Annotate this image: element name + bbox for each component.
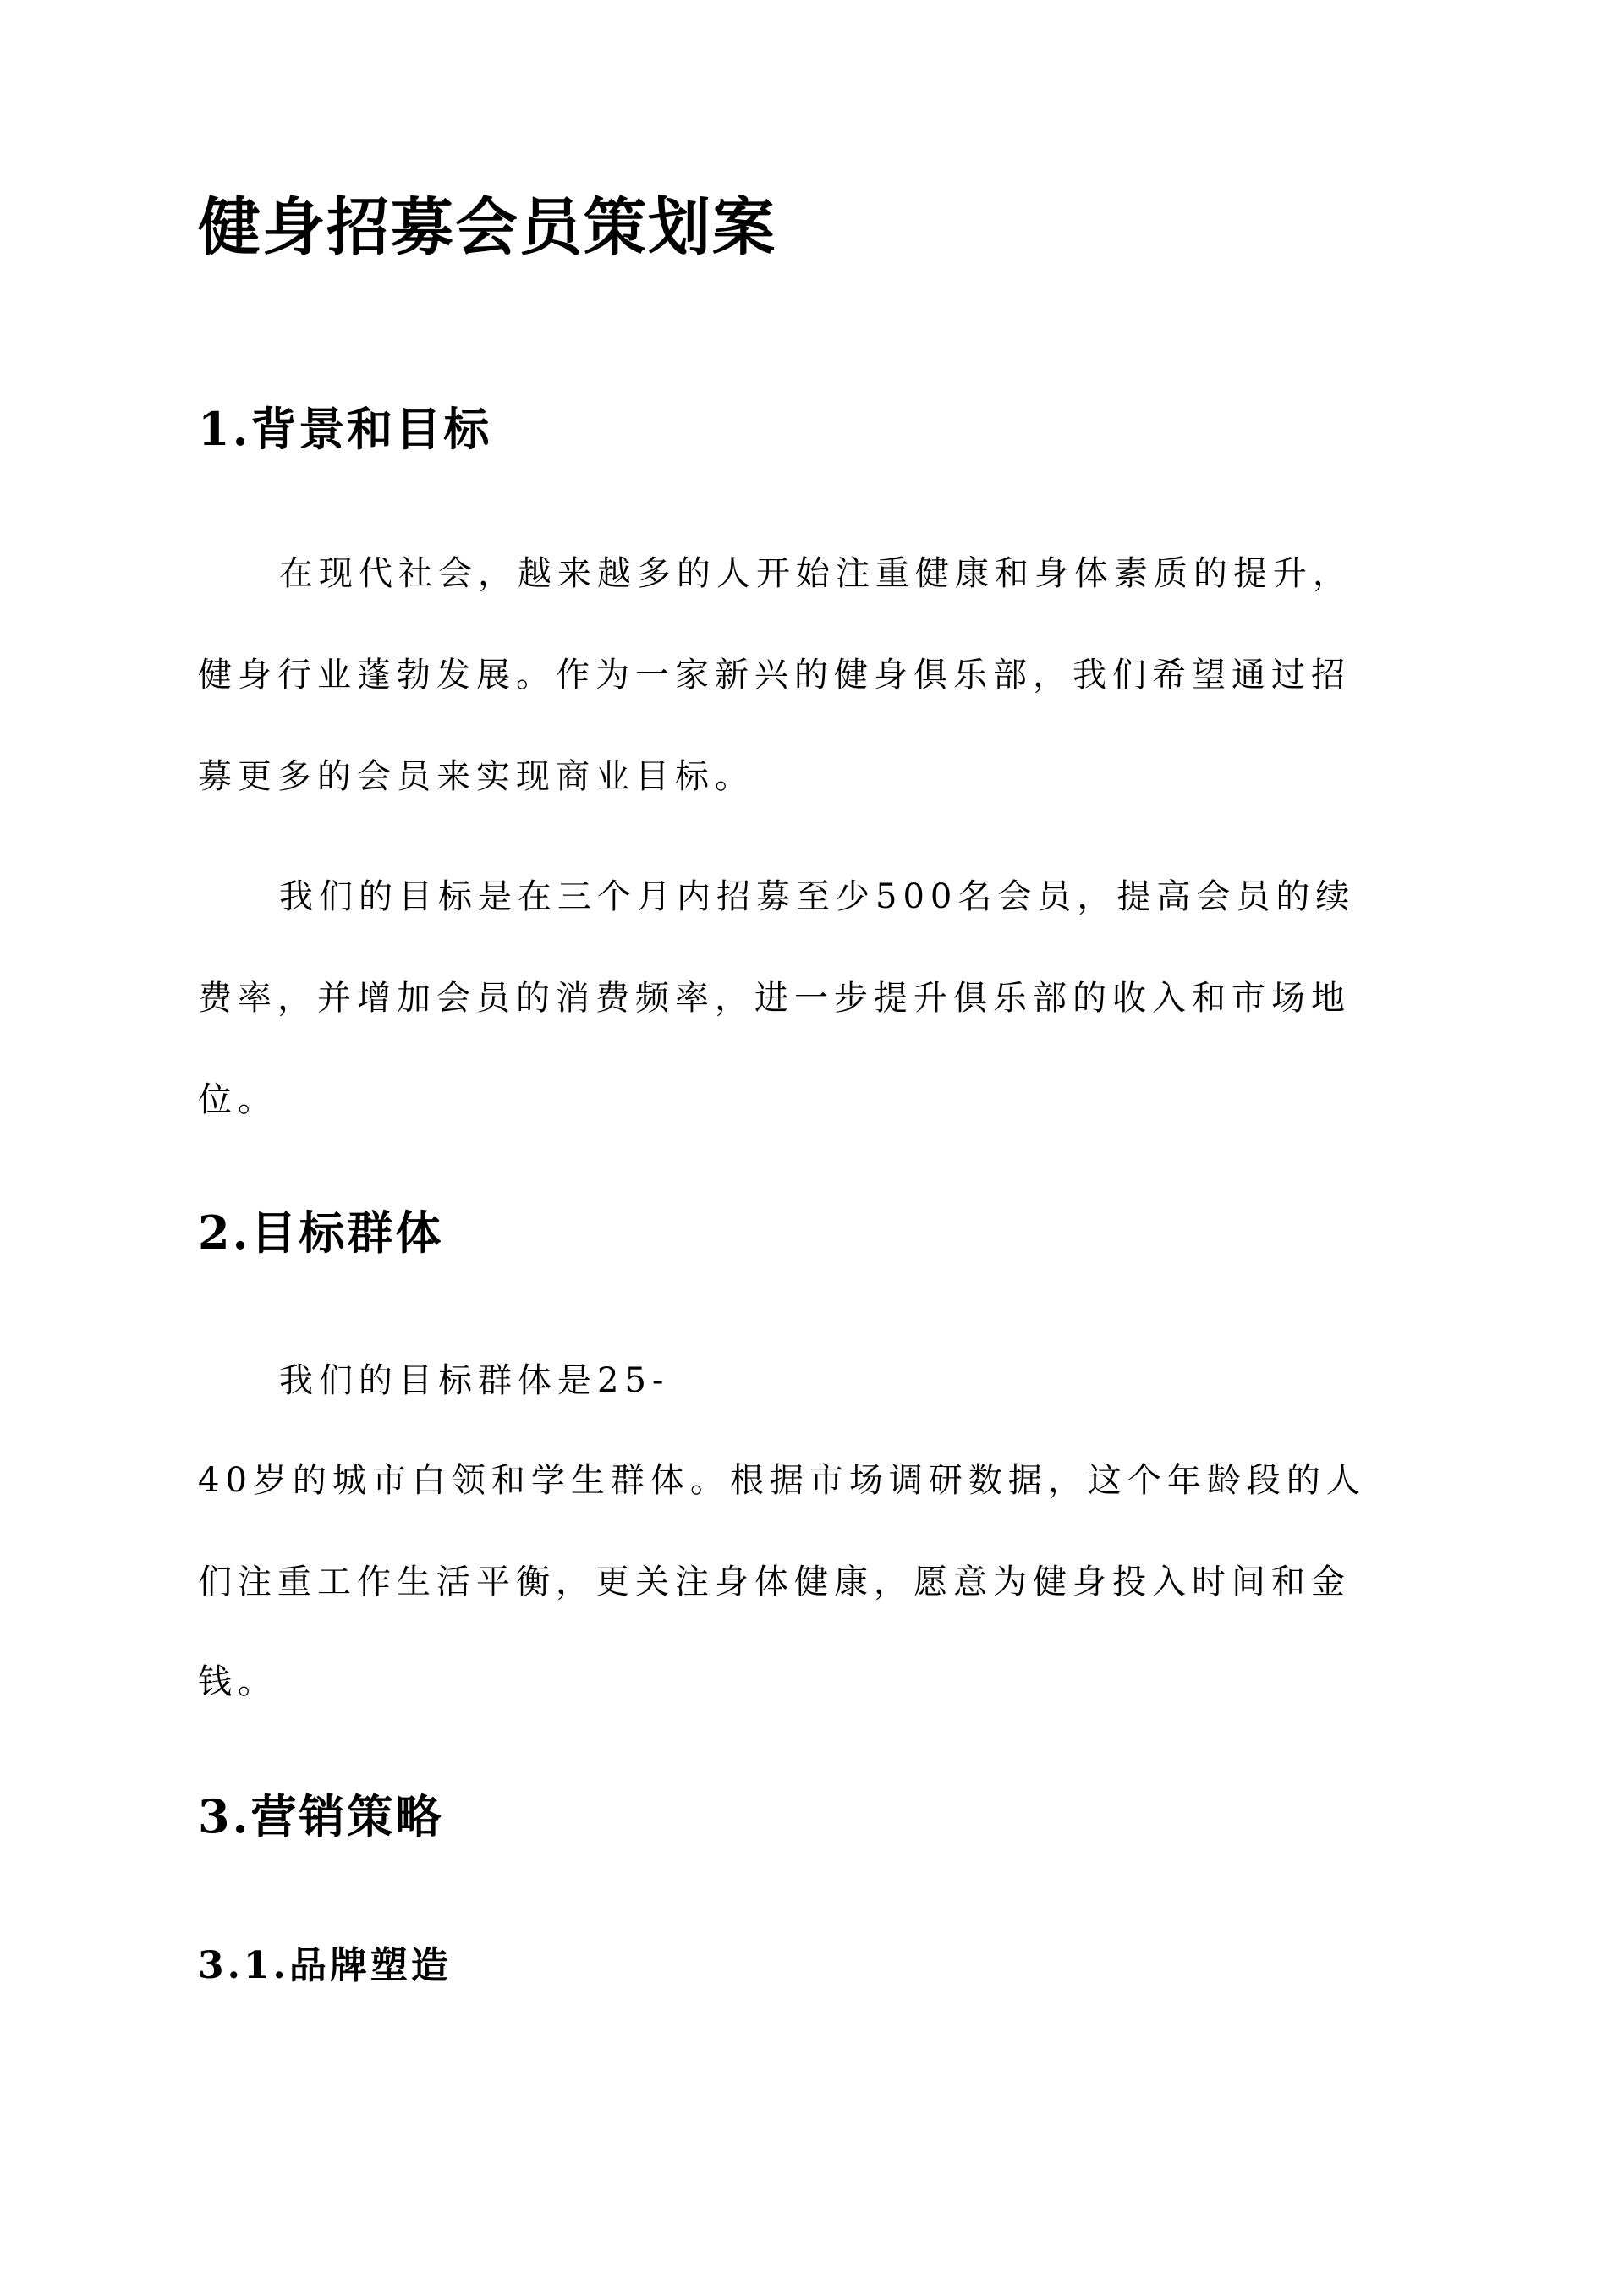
paragraph-line: 募更多的会员来实现商业目标。 [198, 757, 754, 796]
document-title: 健身招募会员策划案 [198, 191, 776, 264]
paragraph-line: 钱。 [198, 1662, 277, 1701]
paragraph-line: 们注重工作生活平衡，更关注身体健康，愿意为健身投入时间和金 [198, 1563, 1351, 1601]
paragraph-line: 健身行业蓬勃发展。作为一家新兴的健身俱乐部，我们希望通过招 [198, 656, 1351, 695]
subsection-heading-brand-building: 3.1.品牌塑造 [198, 1944, 452, 1987]
paragraph-line: 我们的目标群体是25- [279, 1361, 670, 1400]
paragraph-line: 我们的目标是在三个月内招募至少500名会员，提高会员的续 [279, 877, 1356, 916]
paragraph-line: 费率，并增加会员的消费频率，进一步提升俱乐部的收入和市场地 [198, 979, 1351, 1018]
section-heading-background-goals: 1.背景和目标 [198, 402, 492, 456]
paragraph-line: 在现代社会，越来越多的人开始注重健康和身体素质的提升， [279, 554, 1352, 593]
section-heading-target-group: 2.目标群体 [198, 1206, 444, 1260]
paragraph-line: 位。 [198, 1080, 277, 1119]
paragraph-line: 40岁的城市白领和学生群体。根据市场调研数据，这个年龄段的人 [198, 1461, 1366, 1500]
section-heading-marketing-strategy: 3.营销策略 [198, 1789, 444, 1843]
